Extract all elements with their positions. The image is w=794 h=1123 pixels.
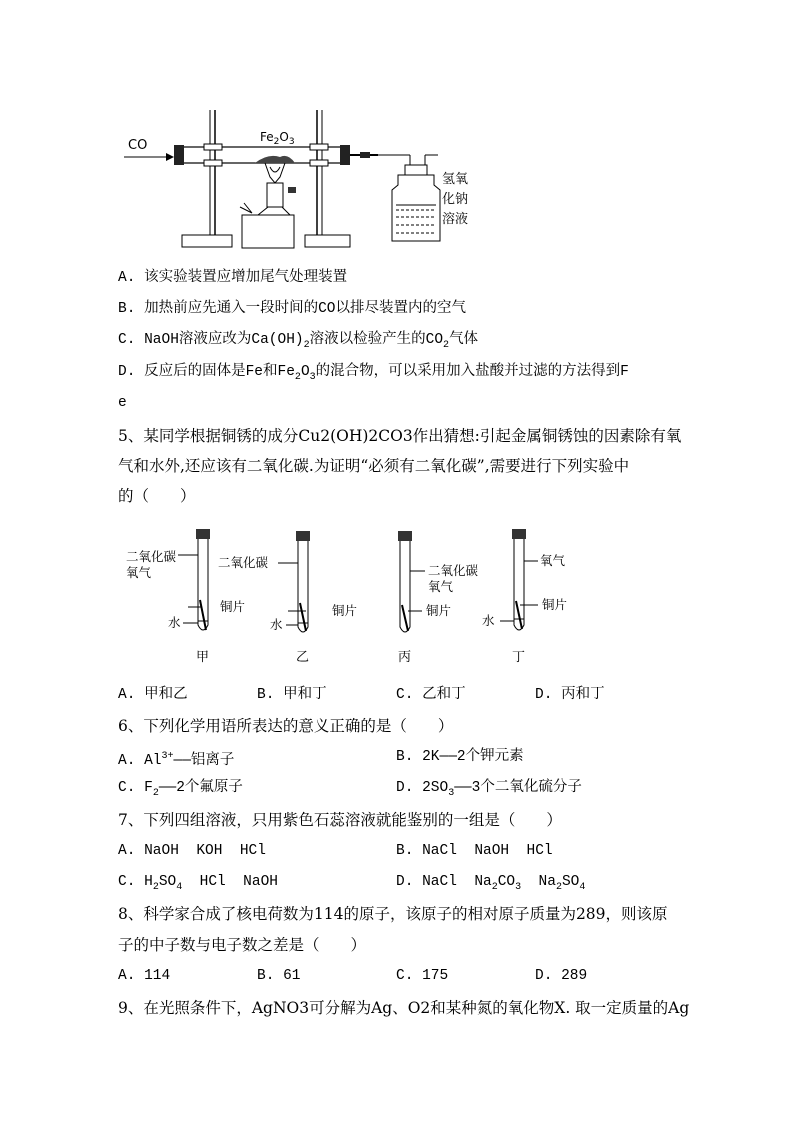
q8-option-d: D. 289 [535,968,588,984]
naoh-label-3: 溶液 [442,212,469,227]
q7-d-pre: D. NaCl Na [396,874,492,890]
q7-option-b: B. NaCl NaOH HCl [396,843,553,859]
q6-a-pre: A. Al [118,752,162,769]
jia-label-cu: 铜片 [220,599,246,614]
test-tubes-figure [120,525,590,670]
q5-option-a: A. 甲和乙 [118,687,188,703]
q5-line-2: 气和水外,还应该有二氧化碳.为证明“必须有二氧化碳”,需要进行下列实验中 [118,457,630,475]
q7-c-pre: C. H [118,874,153,890]
q6-option-a [118,747,234,771]
q7-stem: 7、下列四组溶液，只用紫色石蕊溶液就能鉴别的一组是（ ） [118,811,562,829]
co-label: CO [128,138,148,153]
jia-name: 甲 [196,650,210,665]
q8-line-2: 子的中子数与电子数之差是（ ） [118,936,367,954]
q7-c-sub2: 4 [176,881,183,893]
q4-d-sub1: 2 [294,371,301,383]
yi-label-cu: 铜片 [332,603,358,618]
q9-line-1: 9、在光照条件下，AgNO3可分解为Ag、O2和某种氮的氧化物X. 取一定质量的Ag [118,999,690,1017]
q7-d-mid: CO [497,874,516,890]
q6-c-post: ——2个氟原子 [158,780,243,796]
q4-c-post: 气体 [449,332,479,348]
q4-d-sub2: 3 [309,371,316,383]
q7-d-sub: 2 [491,881,498,893]
q8-option-c: C. 175 [396,968,449,984]
q5-option-d: D. 丙和丁 [535,687,605,703]
q6-option-d [396,778,582,804]
q6-c-pre: C. F [118,780,153,796]
q4-option-d [118,362,629,388]
q6-c-sub: 2 [152,787,159,799]
q7-d-sub2: 3 [515,881,522,893]
q6-d-sub: 3 [448,787,455,799]
q7-c-post: SO [158,874,177,890]
q7-option-d [396,872,585,898]
q7-option-a: A. NaOH KOH HCl [118,843,266,859]
q6-d-post: ——3个二氧化硫分子 [454,780,582,796]
q6-option-c [118,778,243,804]
ding-label-o2: 氧气 [540,553,566,568]
q4-option-c [118,330,478,356]
tube-jia [126,529,245,665]
bing-label-cu: 铜片 [426,603,452,618]
q5-option-c: C. 乙和丁 [396,687,466,703]
q7-option-c [118,872,278,898]
jia-label-o2: 氧气 [126,565,152,580]
q7-d-sub3: 2 [555,881,562,893]
bing-label-o2: 氧气 [428,579,454,594]
q4-c-sub: 2 [303,339,310,351]
q8-option-a: A. 114 [118,968,171,984]
q5-option-b: B. 甲和丁 [257,687,327,703]
q4-c-mid: 溶液以检验产生的CO [309,332,444,348]
bing-label-co2: 二氧化碳 [428,563,479,578]
yi-name: 乙 [296,650,310,665]
q4-c-pre: C. NaOH溶液应改为Ca(OH) [118,332,304,348]
tube-bing [398,531,479,665]
ding-label-water: 水 [482,613,495,628]
q4-option-d-wrap: e [118,395,127,411]
tube-ding [482,529,567,665]
naoh-label-2: 化钠 [442,192,469,207]
naoh-label-1: 氢氧 [442,172,469,187]
ding-label-cu: 铜片 [542,597,568,612]
q7-d-mid3: SO [561,874,580,890]
yi-label-water: 水 [270,617,283,632]
q6-a-sup: 3+ [161,751,174,762]
q4-d-pre: D. 反应后的固体是Fe和Fe [118,364,295,380]
q4-option-b: B. 加热前应先通入一段时间的CO以排尽装置内的空气 [118,301,467,317]
fe2o3-label: $Fe_2O_3$ [260,130,295,147]
jia-label-co2: 二氧化碳 [126,549,177,564]
bing-name: 丙 [398,650,412,665]
q6-d-pre: D. 2SO [396,780,449,796]
yi-label-co2: 二氧化碳 [218,555,269,570]
tube-yi [218,531,357,665]
q7-c-sub: 2 [152,881,159,893]
q5-line-1: 5、某同学根据铜锈的成分Cu2(OH)2CO3作出猜想:引起金属铜锈蚀的因素除有氧 [118,427,682,445]
ding-name: 丁 [512,650,526,665]
q6-a-post: ——铝离子 [173,752,235,769]
q7-d-sub4: 4 [579,881,586,893]
co-reduction-apparatus-figure [120,105,480,255]
q7-c-end: HCl NaOH [182,874,278,890]
q8-option-b: B. 61 [257,968,301,984]
q8-line-1: 8、科学家合成了核电荷数为114的原子，该原子的相对原子质量为289，则该原 [118,905,668,923]
q4-d-post: 的混合物，可以采用加入盐酸并过滤的方法得到F [315,364,629,380]
q6-stem: 6、下列化学用语所表达的意义正确的是（ ） [118,717,454,735]
q4-d-mid: O [300,364,310,380]
q6-option-b: B. 2K——2个钾元素 [396,749,524,765]
jia-label-water: 水 [168,615,181,630]
q5-line-3: 的（ ） [118,487,196,505]
q7-d-mid2: Na [521,874,556,890]
q4-c-sub2: 2 [443,339,450,351]
q4-option-a: A. 该实验装置应增加尾气处理装置 [118,270,348,286]
